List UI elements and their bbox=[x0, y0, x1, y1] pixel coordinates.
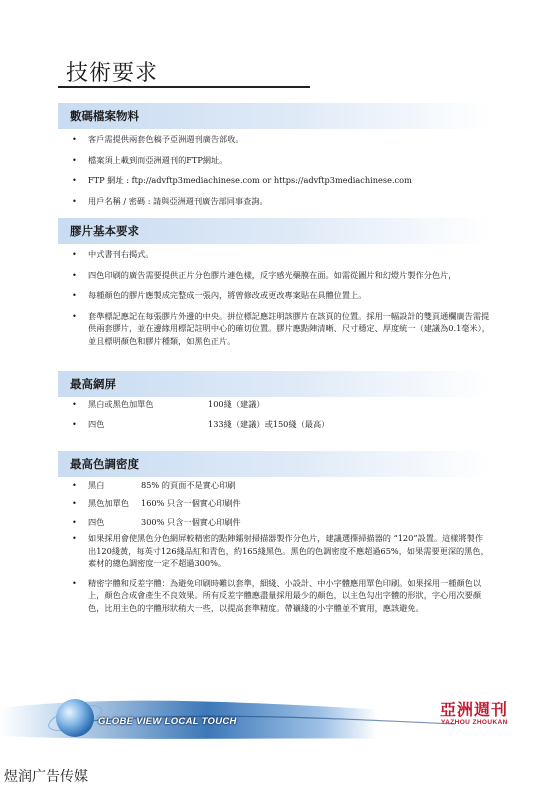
list-item: • 精密字體和反差字體：為避免印刷時難以套準，細綫、小設計、中小字體應用單色印刷。如果採用一種顏色以上，顏色合成會產生不良效果。所有反差字體應盡量採用最少的顏色，以主色勾出字體的形狀，字心用次要顏色，比用主色的字體形狀稍大一些，以提高套準精度。帶襯綫的小字體並不實用，應該避免。 bbox=[72, 577, 490, 615]
list-item: • 套準標記應記在每張膠片外邊的中央。拼位標記應註明該膠片在該頁的位置。採用一幅設計的雙頁通欄廣告需提供兩套膠片，並在邊緣用標記註明中心的確切位置。膠片應點陣清晰、尺寸穩定、厚度統一（建議為0.1毫米），並且標明顏色和膠片種類，如黑色正片。 bbox=[72, 310, 490, 348]
section-heading-density: 最高色調密度 bbox=[58, 451, 490, 477]
row-key: 黑白或黑色加單色 bbox=[88, 399, 154, 409]
film-list bbox=[72, 248, 490, 347]
bullet-dot: • bbox=[72, 399, 77, 409]
list-item: • 檔案須上載到而亞洲週刊的FTP網址。 bbox=[72, 154, 490, 167]
section-heading-screen: 最高網屏 bbox=[58, 371, 490, 397]
row-value: 300% 只含一個實心印刷件 bbox=[141, 517, 241, 527]
title-underline bbox=[58, 86, 310, 88]
bullet-dot: • bbox=[72, 517, 77, 527]
row-value: 133綫（建議）或150綫（最高） bbox=[208, 419, 330, 429]
bullet-dot: • bbox=[72, 480, 77, 490]
row-value: 85% 的頁面不是實心印刷 bbox=[141, 480, 236, 490]
digital-list bbox=[72, 133, 490, 207]
row-value: 100綫（建議） bbox=[208, 399, 265, 409]
row-key: 黑色加單色 bbox=[88, 498, 129, 508]
row-key: 四色 bbox=[88, 517, 105, 527]
list-item: • 四色印刷的廣告需要提供正片分色膠片連色樣，反字感光藥膜在面。如需從圖片和幻燈片製作分色片， bbox=[72, 269, 490, 282]
section-heading-film: 膠片基本要求 bbox=[58, 218, 490, 244]
row-key: 黑白 bbox=[88, 480, 105, 490]
globe-icon bbox=[56, 699, 94, 737]
section-heading-digital: 數碼檔案物料 bbox=[58, 103, 490, 129]
row-key: 四色 bbox=[88, 419, 105, 429]
list-item: • 用戶名稱 / 密碼 : 請與亞洲週刊廣告部同事查詢。 bbox=[72, 195, 490, 208]
brand-logo-english: YAZHOU ZHOUKAN bbox=[441, 719, 508, 726]
footer-slogan: GLOBE VIEW LOCAL TOUCH bbox=[98, 716, 237, 727]
list-item: • 如果採用會使黑色分色網屏較精密的點陣鐳射掃描器製作分色片，建議選擇掃描器的 “120”設置。這樣將製作出120綫黃，每英寸126綫品紅和青色，約165綫黑色。黑色的色調密度不應超過65%，如果需要更深的黑色，素材的總色調密度一定不超過300%。 bbox=[72, 532, 490, 570]
page-title: 技術要求 bbox=[66, 61, 159, 86]
list-item: • 中式書刊右揭式。 bbox=[72, 248, 490, 261]
density-list bbox=[72, 532, 490, 614]
list-item: • 每種顏色的膠片應製成完整成一張內，將曾修改或更改專案貼在具體位置上。 bbox=[72, 289, 490, 302]
brand-logo-chinese: 亞洲週刊 bbox=[440, 700, 509, 719]
bullet-dot: • bbox=[72, 498, 77, 508]
bullet-dot: • bbox=[72, 419, 77, 429]
list-item: • FTP 網址 : ftp://advftp3mediachinese.com or https://advftp3mediachinese.com bbox=[72, 174, 490, 187]
row-value: 160% 只含一個實心印刷件 bbox=[141, 498, 241, 508]
list-item: • 客戶需提供兩套色稿予亞洲週刊廣告部收。 bbox=[72, 133, 490, 146]
watermark-text: 煜润广告传媒 bbox=[4, 769, 88, 785]
